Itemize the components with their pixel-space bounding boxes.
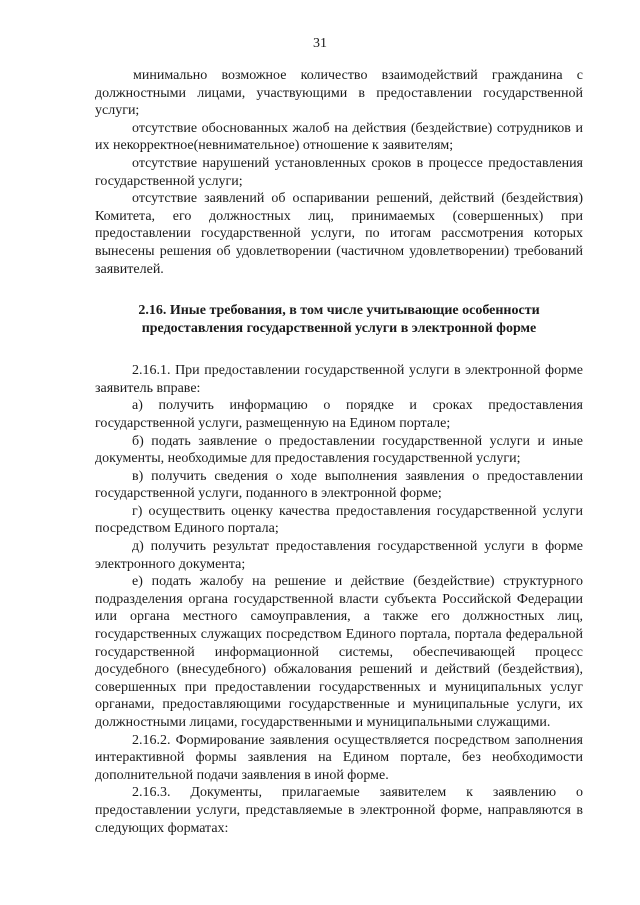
- page-number: 31: [313, 36, 327, 51]
- list-item-b: б) подать заявление о предоставлении государственной услуги и иные документы, необходимые для предоставления государственной услуги;: [95, 433, 583, 467]
- paragraph-no-appeals: отсутствие заявлений об оспаривании решений, действий (бездействия) Комитета, его должностных лиц, принимаемых (совершенных) при предоставлении государственной услуги, по итогам рассмотрения которых вынесены решения об удовлетворении (частичном удовлетворении) требований заявителей.: [95, 191, 583, 277]
- paragraph-no-deadline-violations: отсутствие нарушений установленных сроков в процессе предоставления государственной услуги;: [95, 155, 583, 189]
- paragraph-2-16-3: 2.16.3. Документы, прилагаемые заявителем к заявлению о предоставлении услуги, представляемые в электронной форме, направляются в следующих форматах:: [95, 785, 583, 836]
- paragraph-2-16-1: 2.16.1. При предоставлении государственной услуги в электронной форме заявитель вправе:: [95, 363, 583, 396]
- document-body: [95, 67, 583, 837]
- section-heading-line-2: предоставления государственной услуги в электронной форме: [141, 321, 537, 337]
- list-item-g: г) осуществить оценку качества предоставления государственной услуги посредством Единого портала;: [95, 503, 583, 537]
- paragraph-interaction-count: минимально возможное количество взаимодействий гражданина с должностными лицами, участвующими в предоставлении государственной услуги;: [95, 68, 583, 119]
- paragraph-no-complaints: отсутствие обоснованных жалоб на действия (бездействие) сотрудников и их некорректное(невнимательное) отношение к заявителям;: [95, 120, 583, 154]
- section-heading-line-1: 2.16. Иные требования, в том числе учитывающие особенности: [138, 303, 540, 319]
- list-item-e: е) подать жалобу на решение и действие (бездействие) структурного подразделения органа государственной власти субъекта Российской Федерации или органа местного самоуправления, а также его должностных лиц, государственных служащих посредством Единого портала, портала федеральной государственной информационной системы, обеспечивающей процесс досудебного (внесудебного) обжалования решений и действий (бездействия), совершенных при предоставлении государственных и муниципальных услуг органами, предоставляющими государственные и муниципальные услуги, их должностными лицами, государственными и муниципальными служащими.: [95, 574, 583, 730]
- paragraph-2-16-2: 2.16.2. Формирование заявления осуществляется посредством заполнения интерактивной формы заявления на Едином портале, без необходимости дополнительной подачи заявления в иной форме.: [95, 732, 583, 783]
- list-item-v: в) получить сведения о ходе выполнения заявления о предоставлении государственной услуги, поданного в электронной форме;: [95, 468, 583, 502]
- list-item-d: д) получить результат предоставления государственной услуги в форме электронного документа;: [95, 539, 583, 572]
- list-item-a: а) получить информацию о порядке и сроках предоставления государственной услуги, размещенную на Едином портале;: [95, 398, 583, 431]
- section-heading-2-16: [95, 302, 583, 338]
